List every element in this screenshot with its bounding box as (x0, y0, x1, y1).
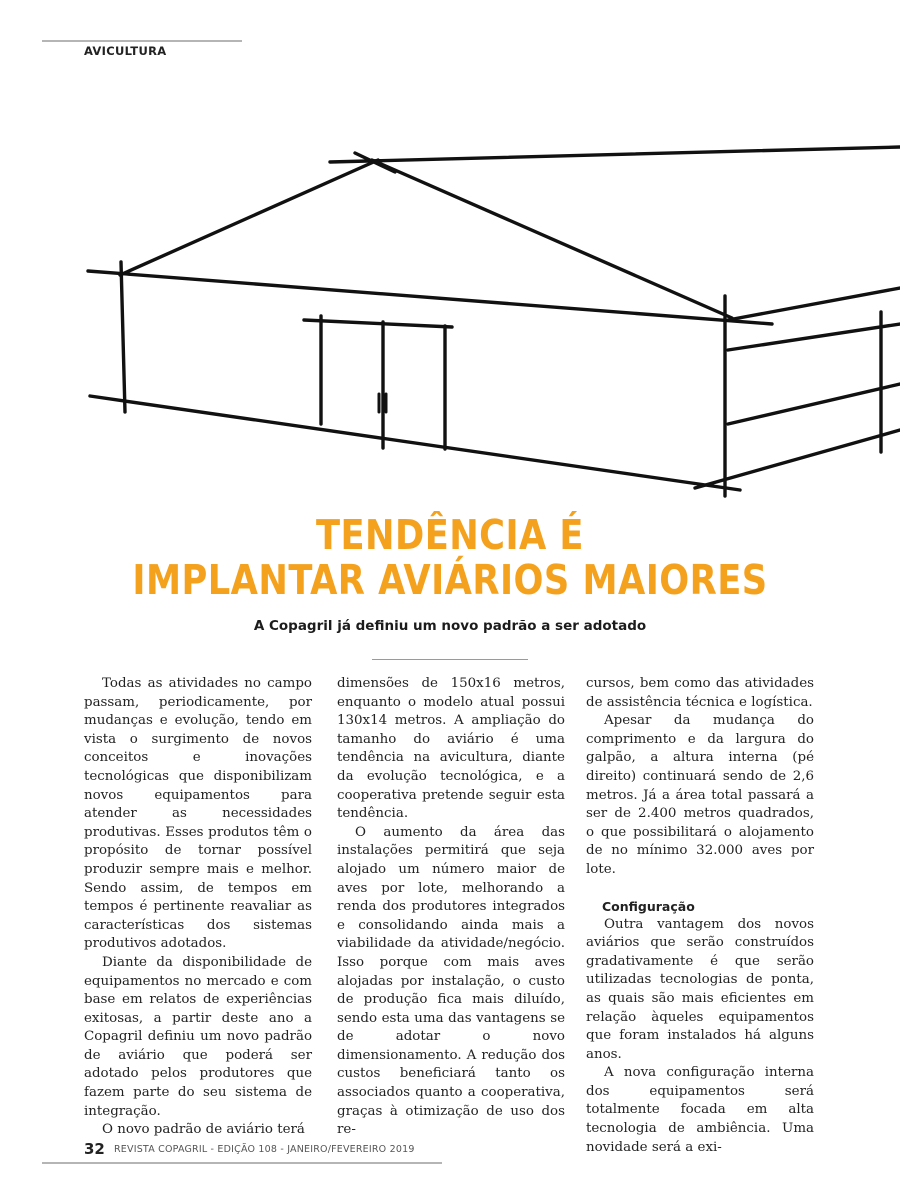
paragraph: Apesar da mudança do comprimento e da largura do galpão, a altura interna (pé direito) continuará sendo de 2,6 metros. Já a área total passará a ser de 2.400 metros quadrados, o que possibilitará o alojamento de no mínimo 32.000 aves por lote. (586, 713, 814, 877)
text-column-3 (586, 675, 814, 1157)
text-column-2 (337, 675, 565, 1140)
paragraph: dimensões de 150x16 metros, enquanto o modelo atual possui 130x14 metros. A ampliação do tamanho do aviário é uma tendência na avicultura, diante da evolução tecnológica, e a cooperativa pretende seguir esta tendência. (337, 676, 565, 822)
paragraph: A nova configuração interna dos equipamentos será totalmente focada em alta tecnologia de ambiência. Uma novidade será a exi- (586, 1065, 814, 1155)
header-rule (42, 40, 242, 42)
title-line-2: IMPLANTAR AVIÁRIOS MAIORES (132, 556, 768, 604)
article-subtitle: A Copagril já definiu um novo padrão a ser adotado (253, 618, 647, 634)
paragraph: cursos, bem como das atividades de assistência técnica e logística. (586, 676, 814, 710)
paragraph: Diante da disponibilidade de equipamentos no mercado e com base em relatos de experiências exitosas, a partir deste ano a Copagril definiu um novo padrão de aviário que poderá ser adotado pelos produtores que fazem parte do seu sistema de integração. (84, 954, 312, 1119)
paragraph: Outra vantagem dos novos aviários que serão construídos gradativamente é que serão utilizadas tecnologias de ponta, as quais são mais eficientes em relação àqueles equipamentos que foram instalados há alguns anos. (586, 916, 814, 1062)
section-label: AVICULTURA (84, 44, 167, 58)
title-line-1: TENDÊNCIA É (316, 511, 584, 559)
aviary-sketch-illustration (0, 120, 900, 500)
section-heading: Configuração (602, 898, 695, 914)
subtitle-divider (372, 659, 528, 660)
paragraph: O novo padrão de aviário terá (102, 1122, 305, 1138)
paragraph: Todas as atividades no campo passam, periodicamente, por mudanças e evolução, tendo em vista o surgimento de novos conceitos e inovações tecnológicas que disponibilizam novos equipamentos para atender as necessidades produtivas. Esses produtos têm o propósito de tornar possível produzir sempre mais e melhor. Sendo assim, de tempos em tempos é pertinente reavaliar as características dos sistemas produtivos adotados. (84, 676, 312, 952)
footer-rule (42, 1162, 442, 1164)
text-column-1 (84, 675, 312, 1140)
paragraph: O aumento da área das instalações permitirá que seja alojado um número maior de aves por lote, melhorando a renda dos produtores integrados e consolidando ainda mais a viabilidade da atividade/negócio. Isso porque com mais aves alojadas por instalação, o custo de produção fica mais diluído, sendo esta uma das vantagens se de adotar o novo dimensionamento. A redução dos custos beneficiará tanto os associados quanto a cooperativa, graças à otimização de uso dos re- (337, 824, 565, 1138)
article-title (63, 513, 837, 603)
publication-info: REVISTA COPAGRIL - EDIÇÃO 108 - JANEIRO/FEVEREIRO 2019 (114, 1144, 415, 1155)
page-number: 32 (84, 1140, 105, 1158)
